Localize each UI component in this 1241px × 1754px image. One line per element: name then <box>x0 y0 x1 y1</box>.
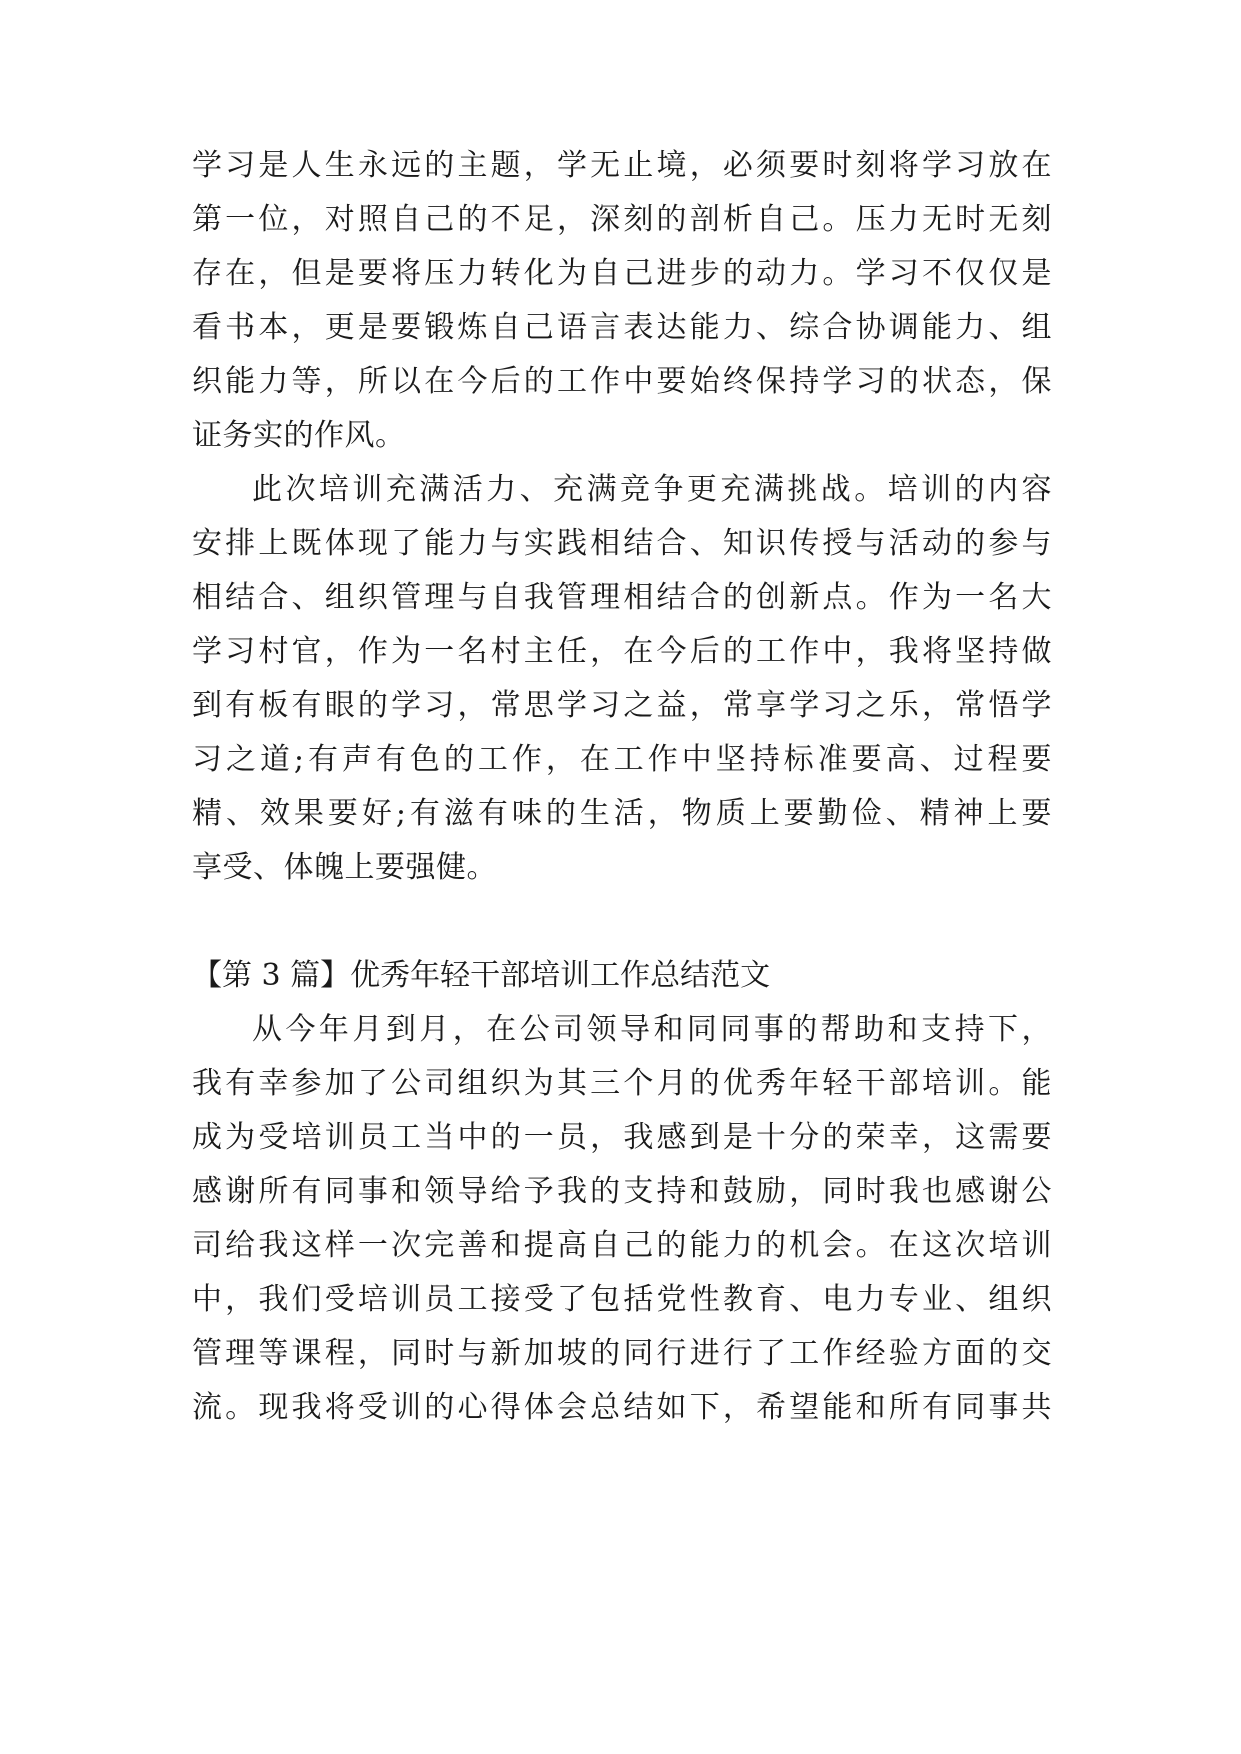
paragraph-line: 存在，但是要将压力转化为自己进步的动力。学习不仅仅是 <box>192 256 1052 291</box>
paragraph-line: 中，我们受培训员工接受了包括党性教育、电力专业、组织 <box>192 1282 1052 1317</box>
paragraph-line: 此次培训充满活力、充满竞争更充满挑战。培训的内容 <box>252 472 1052 507</box>
paragraph-line: 学习是人生永远的主题，学无止境，必须要时刻将学习放在 <box>192 148 1052 183</box>
paragraph-line: 第一位，对照自己的不足，深刻的剖析自己。压力无时无刻 <box>192 202 1052 237</box>
paragraph-line: 学习村官，作为一名村主任，在今后的工作中，我将坚持做 <box>192 634 1052 669</box>
paragraph-line: 从今年月到月，在公司领导和同同事的帮助和支持下， <box>252 1012 1052 1047</box>
paragraph-line: 安排上既体现了能力与实践相结合、知识传授与活动的参与 <box>192 526 1052 561</box>
paragraph-line: 享受、体魄上要强健。 <box>192 850 497 885</box>
paragraph-line: 到有板有眼的学习，常思学习之益，常享学习之乐，常悟学 <box>192 688 1052 723</box>
section-heading: 【第 3 篇】优秀年轻干部培训工作总结范文 <box>192 958 771 993</box>
paragraph-line: 流。现我将受训的心得体会总结如下，希望能和所有同事共 <box>192 1390 1052 1425</box>
paragraph-line: 习之道;有声有色的工作，在工作中坚持标准要高、过程要 <box>192 742 1052 777</box>
paragraph-line: 感谢所有同事和领导给予我的支持和鼓励，同时我也感谢公 <box>192 1174 1052 1209</box>
paragraph-line: 看书本，更是要锻炼自己语言表达能力、综合协调能力、组 <box>192 310 1052 345</box>
paragraph-line: 司给我这样一次完善和提高自己的能力的机会。在这次培训 <box>192 1228 1052 1263</box>
paragraph-line: 我有幸参加了公司组织为其三个月的优秀年轻干部培训。能 <box>192 1066 1052 1101</box>
paragraph-line: 管理等课程，同时与新加坡的同行进行了工作经验方面的交 <box>192 1336 1052 1371</box>
paragraph-line: 证务实的作风。 <box>192 418 406 453</box>
paragraph-line: 织能力等，所以在今后的工作中要始终保持学习的状态，保 <box>192 364 1052 399</box>
paragraph-line: 成为受培训员工当中的一员，我感到是十分的荣幸，这需要 <box>192 1120 1052 1155</box>
paragraph-line: 相结合、组织管理与自我管理相结合的创新点。作为一名大 <box>192 580 1052 615</box>
paragraph-line: 精、效果要好;有滋有味的生活，物质上要勤俭、精神上要 <box>192 796 1052 831</box>
